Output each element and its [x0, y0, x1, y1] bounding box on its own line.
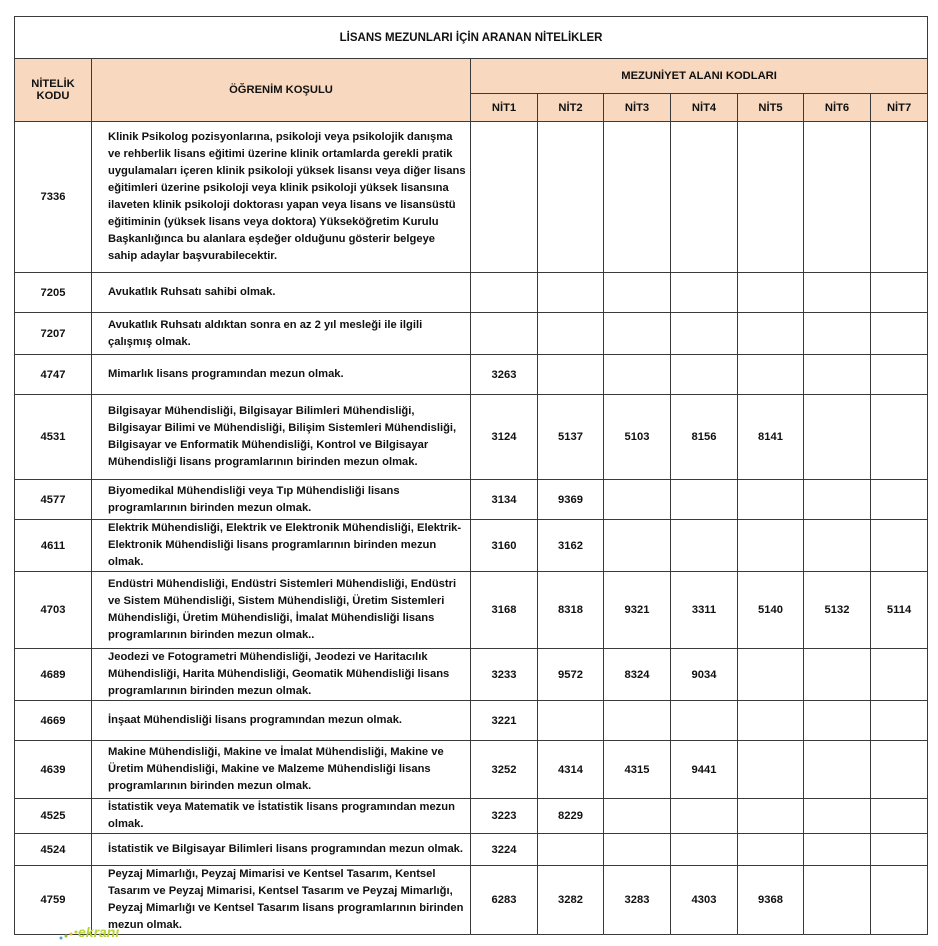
nit-code-cell: 9368	[738, 866, 804, 935]
nit-code-cell	[871, 273, 928, 313]
nit-code-cell: 3283	[604, 866, 671, 935]
nit-code-cell	[671, 799, 738, 834]
nit-code-cell: 9369	[538, 480, 604, 520]
nit-code-cell	[671, 834, 738, 866]
nit-code-cell	[871, 480, 928, 520]
nit-code-cell: 8156	[671, 395, 738, 480]
nit-code-cell	[671, 355, 738, 395]
nit-code-cell	[871, 866, 928, 935]
nit-code-cell: 5137	[538, 395, 604, 480]
nit-code-cell	[538, 313, 604, 355]
nit-code-cell	[871, 395, 928, 480]
education-condition: İstatistik ve Bilgisayar Bilimleri lisans programından mezun olmak.	[92, 834, 471, 866]
education-condition: Endüstri Mühendisliği, Endüstri Sistemleri Mühendisliği, Endüstri ve Sistem Mühendisliği, Sistem Mühendisliği, Üretim Sistemleri Mühendisliği, Üretim Mühendisliği, İmalat Mühendisliği lisans programlarının birinden mezun olmak..	[92, 572, 471, 649]
nit-code-cell	[538, 701, 604, 741]
nit-code-cell	[471, 122, 538, 273]
table-title: LİSANS MEZUNLARI İÇİN ARANAN NİTELİKLER	[15, 17, 928, 59]
header-graduation-codes: MEZUNİYET ALANI KODLARI	[471, 59, 928, 94]
table-row	[15, 395, 928, 480]
nit-code-cell: 9441	[671, 741, 738, 799]
table-row	[15, 355, 928, 395]
nit-code-cell	[671, 122, 738, 273]
nit-code-cell: 5103	[604, 395, 671, 480]
nit-code-cell	[804, 395, 871, 480]
nit-code-cell	[738, 834, 804, 866]
nit-code-cell	[804, 273, 871, 313]
education-condition: Avukatlık Ruhsatı sahibi olmak.	[92, 273, 471, 313]
qualification-code: 7207	[15, 313, 92, 355]
nit-code-cell: 8141	[738, 395, 804, 480]
nit-code-cell	[804, 799, 871, 834]
nit-code-cell: 3263	[471, 355, 538, 395]
nit-code-cell: 3124	[471, 395, 538, 480]
nit-code-cell	[804, 480, 871, 520]
nit-code-cell	[871, 701, 928, 741]
education-condition: Avukatlık Ruhsatı aldıktan sonra en az 2 yıl mesleği ile ilgili çalışmış olmak.	[92, 313, 471, 355]
qualification-code: 7205	[15, 273, 92, 313]
qualification-code: 4703	[15, 572, 92, 649]
qualification-code: 4577	[15, 480, 92, 520]
nit-code-cell	[804, 701, 871, 741]
nit-code-cell	[804, 741, 871, 799]
education-condition: Klinik Psikolog pozisyonlarına, psikoloji veya psikolojik danışma ve rehberlik lisans eğitimi üzerine klinik ortamlarda gerekli pratik uygulamaları içeren klinik psikoloji yüksek lisansı veya diğer lisans eğitimleri üzerine psikoloji veya klinik psikoloji yüksek lisansına ilaveten klinik psikoloji doktorası yapan veya lisans ve lisansüstü eğitiminin (yüksek lisans veya doktora) Yükseköğretim Kurulu Başkanlığınca bu alanlara eşdeğer olduğunu gösterir belgeye sahip adaylar başvurabilecektir.	[92, 122, 471, 273]
qualification-code: 4524	[15, 834, 92, 866]
nit-code-cell: 8324	[604, 649, 671, 701]
header-nit-6: NİT6	[804, 94, 871, 122]
nit-code-cell	[604, 520, 671, 572]
nit-code-cell	[738, 799, 804, 834]
nit-code-cell: 3160	[471, 520, 538, 572]
education-condition: Peyzaj Mimarlığı, Peyzaj Mimarisi ve Kentsel Tasarım, Kentsel Tasarım ve Peyzaj Mimarisi, Kentsel Tasarım ve Peyzaj Mimarlığı, Peyzaj Mimarlığı ve Kentsel Tasarım lisans programlarının birinden mezun olmak.	[92, 866, 471, 935]
nit-code-cell: 5132	[804, 572, 871, 649]
nit-code-cell	[738, 122, 804, 273]
table-row	[15, 122, 928, 273]
nit-code-cell	[871, 649, 928, 701]
nit-code-cell	[738, 741, 804, 799]
nit-code-cell	[738, 649, 804, 701]
nit-code-cell	[738, 480, 804, 520]
nit-code-cell: 3282	[538, 866, 604, 935]
header-nit-4: NİT4	[671, 94, 738, 122]
nit-code-cell	[538, 834, 604, 866]
nit-code-cell: 8229	[538, 799, 604, 834]
nit-code-cell	[604, 834, 671, 866]
header-code: NİTELİK KODU	[15, 59, 92, 122]
dots-icon	[58, 928, 78, 942]
watermark-text: ekranı	[78, 924, 120, 940]
nit-code-cell: 3252	[471, 741, 538, 799]
qualification-code: 4531	[15, 395, 92, 480]
nit-code-cell	[804, 866, 871, 935]
nit-code-cell	[804, 834, 871, 866]
nit-code-cell	[604, 799, 671, 834]
table-row	[15, 520, 928, 572]
education-condition: Jeodezi ve Fotogrametri Mühendisliği, Jeodezi ve Haritacılık Mühendisliği, Harita Mühendisliği, Geomatik Mühendisliği lisans programlarının birinden mezun olmak.	[92, 649, 471, 701]
nit-code-cell	[738, 355, 804, 395]
nit-code-cell: 9321	[604, 572, 671, 649]
nit-code-cell	[871, 355, 928, 395]
nit-code-cell	[804, 313, 871, 355]
nit-code-cell	[471, 273, 538, 313]
nit-code-cell	[871, 520, 928, 572]
nit-code-cell: 8318	[538, 572, 604, 649]
nit-code-cell: 4303	[671, 866, 738, 935]
nit-code-cell: 3224	[471, 834, 538, 866]
nit-code-cell: 9572	[538, 649, 604, 701]
table-row	[15, 701, 928, 741]
qualification-code: 4759	[15, 866, 92, 935]
header-condition: ÖĞRENİM KOŞULU	[92, 59, 471, 122]
qualification-code: 4525	[15, 799, 92, 834]
table-row	[15, 572, 928, 649]
nit-code-cell: 3221	[471, 701, 538, 741]
nit-code-cell	[671, 313, 738, 355]
nit-code-cell	[804, 122, 871, 273]
nit-code-cell: 3223	[471, 799, 538, 834]
table-row	[15, 273, 928, 313]
nit-code-cell	[804, 520, 871, 572]
nit-code-cell: 5140	[738, 572, 804, 649]
qualification-code: 4689	[15, 649, 92, 701]
nit-code-cell	[871, 313, 928, 355]
table-row	[15, 480, 928, 520]
education-condition: Elektrik Mühendisliği, Elektrik ve Elektronik Mühendisliği, Elektrik-Elektronik Mühendisliği lisans programlarının birinden mezun olmak.	[92, 520, 471, 572]
qualifications-table	[14, 16, 928, 935]
qualification-code: 4611	[15, 520, 92, 572]
education-condition: İnşaat Mühendisliği lisans programından mezun olmak.	[92, 701, 471, 741]
nit-code-cell	[671, 520, 738, 572]
header-nit-3: NİT3	[604, 94, 671, 122]
nit-code-cell	[604, 313, 671, 355]
education-condition: İstatistik veya Matematik ve İstatistik lisans programından mezun olmak.	[92, 799, 471, 834]
table-row	[15, 799, 928, 834]
header-nit-7: NİT7	[871, 94, 928, 122]
nit-code-cell: 3168	[471, 572, 538, 649]
nit-code-cell: 3233	[471, 649, 538, 701]
nit-code-cell: 9034	[671, 649, 738, 701]
nit-code-cell	[871, 741, 928, 799]
nit-code-cell	[738, 313, 804, 355]
nit-code-cell: 3162	[538, 520, 604, 572]
education-condition: Makine Mühendisliği, Makine ve İmalat Mühendisliği, Makine ve Üretim Mühendisliği, Makine ve Malzeme Mühendisliği lisans programlarının birinden mezun olmak.	[92, 741, 471, 799]
table-row	[15, 741, 928, 799]
nit-code-cell	[604, 701, 671, 741]
header-nit-2: NİT2	[538, 94, 604, 122]
nit-code-cell	[871, 799, 928, 834]
nit-code-cell	[471, 313, 538, 355]
nit-code-cell	[538, 122, 604, 273]
nit-code-cell	[604, 122, 671, 273]
nit-code-cell	[538, 355, 604, 395]
qualification-code: 4747	[15, 355, 92, 395]
qualification-code: 7336	[15, 122, 92, 273]
watermark-logo	[58, 922, 138, 946]
nit-code-cell	[604, 480, 671, 520]
table-row	[15, 313, 928, 355]
nit-code-cell	[671, 701, 738, 741]
nit-code-cell	[604, 355, 671, 395]
qualification-code: 4639	[15, 741, 92, 799]
header-nit-1: NİT1	[471, 94, 538, 122]
table-row	[15, 649, 928, 701]
nit-code-cell	[671, 273, 738, 313]
nit-code-cell: 3311	[671, 572, 738, 649]
nit-code-cell: 6283	[471, 866, 538, 935]
nit-code-cell: 4314	[538, 741, 604, 799]
education-condition: Biyomedikal Mühendisliği veya Tıp Mühendisliği lisans programlarının birinden mezun olmak.	[92, 480, 471, 520]
nit-code-cell	[538, 273, 604, 313]
nit-code-cell	[738, 701, 804, 741]
nit-code-cell	[804, 355, 871, 395]
nit-code-cell	[871, 834, 928, 866]
nit-code-cell: 5114	[871, 572, 928, 649]
nit-code-cell: 4315	[604, 741, 671, 799]
table-row	[15, 866, 928, 935]
nit-code-cell	[671, 480, 738, 520]
nit-code-cell: 3134	[471, 480, 538, 520]
qualification-code: 4669	[15, 701, 92, 741]
header-nit-5: NİT5	[738, 94, 804, 122]
education-condition: Mimarlık lisans programından mezun olmak.	[92, 355, 471, 395]
nit-code-cell	[604, 273, 671, 313]
nit-code-cell	[738, 520, 804, 572]
nit-code-cell	[804, 649, 871, 701]
education-condition: Bilgisayar Mühendisliği, Bilgisayar Bilimleri Mühendisliği, Bilgisayar Bilimi ve Mühendisliği, Bilişim Sistemleri Mühendisliği, Bilgisayar ve Enformatik Mühendisliği, Kontrol ve Bilgisayar Mühendisliği lisans programlarının birinden mezun olmak.	[92, 395, 471, 480]
nit-code-cell	[738, 273, 804, 313]
nit-code-cell	[871, 122, 928, 273]
table-row	[15, 834, 928, 866]
